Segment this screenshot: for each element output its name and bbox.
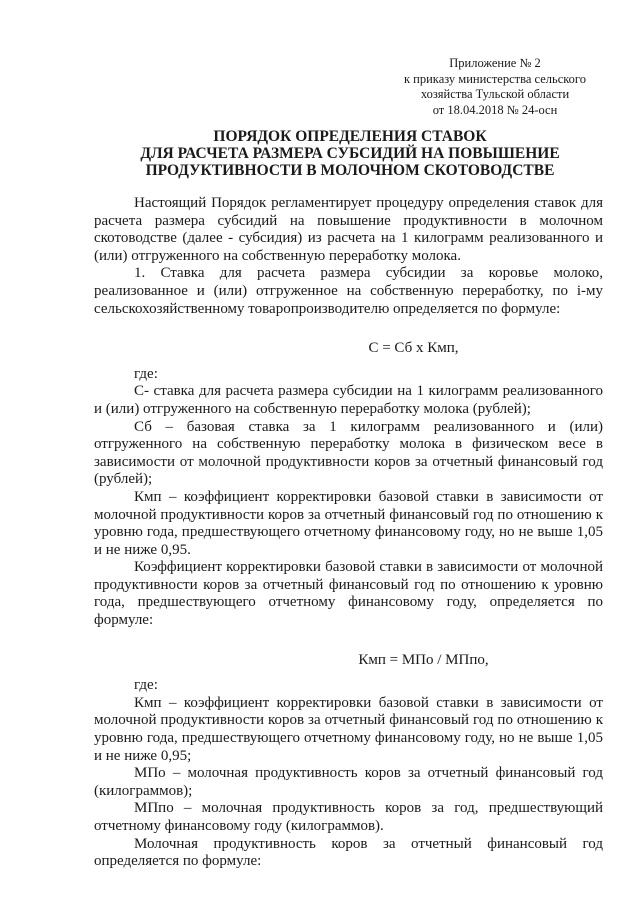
intro-paragraph: Настоящий Порядок регламентирует процедуру определения ставок для расчета размера субсидий на повышение продуктивности в молочном скотоводстве (далее - субсидия) из расчета на 1 килограмм реализованного и (или) отгруженного на собственную переработку молока.: [94, 195, 603, 264]
document-body: [94, 195, 603, 871]
definition-c: С- ставка для расчета размера субсидии на 1 килограмм реализованного и (или) отгруженного на собственную переработку молока (рублей);: [94, 383, 603, 417]
appendix-line-3: хозяйства Тульской области: [420, 87, 570, 101]
document-title: [120, 128, 580, 179]
item-1-paragraph: 1. Ставка для расчета размера субсидии за коровье молоко, реализованное и (или) отгруженное на собственную переработку, по i-му сельскохозяйственному товаропроизводителю определяется по формуле:: [94, 265, 603, 317]
coefficient-intro: Коэффициент корректировки базовой ставки в зависимости от молочной продуктивности коров за отчетный финансовый год по отношению к уровню года, предшествующего отчетному финансовому году, определяется по формуле:: [94, 559, 603, 629]
appendix-line-2: к приказу министерства сельского: [403, 71, 586, 86]
appendix-line-1: Приложение № 2: [449, 56, 541, 70]
where-label-2: где:: [134, 677, 158, 694]
formula-c: С = Сб х Кмп,: [368, 340, 459, 357]
title-line-3: ПРОДУКТИВНОСТИ В МОЛОЧНОМ СКОТОВОДСТВЕ: [145, 162, 555, 179]
title-line-1: ПОРЯДОК ОПРЕДЕЛЕНИЯ СТАВОК: [213, 128, 487, 145]
definition-mppo: МПпо – молочная продуктивность коров за год, предшествующий отчетному финансовому году (килограммов).: [94, 800, 603, 834]
appendix-line-4: от 18.04.2018 № 24-осн: [432, 102, 558, 117]
definition-mpo: МПо – молочная продуктивность коров за отчетный финансовый год (килограммов);: [94, 765, 603, 799]
last-paragraph: Молочная продуктивность коров за отчетный финансовый год определяется по формуле:: [94, 835, 603, 870]
title-line-2: ДЛЯ РАСЧЕТА РАЗМЕРА СУБСИДИЙ НА ПОВЫШЕНИЕ: [140, 145, 560, 162]
definition-kmp-2: Кмп – коэффициент корректировки базовой ставки в зависимости от молочной продуктивности коров за отчетный финансовый год по отношению к уровню года, предшествующего отчетному финансовому году, но не выше 1,05 и не ниже 0,95;: [94, 694, 603, 764]
where-label-1: где:: [134, 365, 158, 382]
definition-kmp: Кмп – коэффициент корректировки базовой ставки в зависимости от молочной продуктивности коров за отчетный финансовый год по отношению к уровню года, предшествующего отчетному финансовому году, но не выше 1,05 и не ниже 0,95.: [94, 488, 603, 558]
definition-sb: Сб – базовая ставка за 1 килограмм реализованного и (или) отгруженного на собственную переработку молока в физическом весе в зависимости от молочной продуктивности коров за отчетный финансовый год (рублей);: [94, 418, 603, 488]
formula-kmp: Кмп = МПо / МПпо,: [358, 651, 489, 668]
appendix-header: [380, 56, 610, 118]
